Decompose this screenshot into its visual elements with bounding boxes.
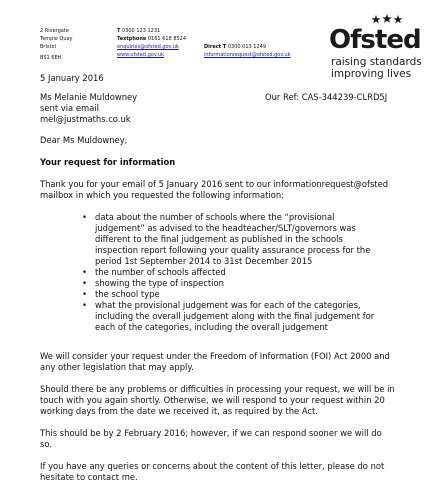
list-item-line: showing the type of inspection <box>95 278 224 288</box>
paragraph-line: any other legislation that may apply. <box>40 362 194 372</box>
bullet-icon: • <box>82 300 87 310</box>
recipient-name: Ms Melanie Muldowney <box>40 92 138 102</box>
direct-email-link[interactable]: informationrequest@ofsted.gov.uk <box>204 52 291 58</box>
paragraph-line: so. <box>40 439 53 449</box>
enquiries-email-link[interactable]: enquiries@ofsted.gov.uk <box>117 44 179 50</box>
paragraph-line: If you have any queries or concerns about the content of this letter, please do not <box>40 461 385 471</box>
request-list <box>82 212 375 333</box>
list-item-line: the number of schools affected <box>95 267 226 277</box>
paragraph-line: We will consider your request under the Freedom of Information (FOI) Act 2000 and <box>40 351 390 361</box>
paragraph-line: mailbox in which you requested the following information: <box>40 190 284 200</box>
paragraph-line: hesitate to contact me. <box>40 472 138 482</box>
list-item <box>82 289 374 300</box>
bullet-icon: • <box>82 278 87 288</box>
list-item-line: each of the categories, including the overall judgement <box>95 322 328 332</box>
paragraph-line: Thank you for your email of 5 January 2016 sent to our informationrequest@ofsted <box>40 179 389 189</box>
list-item-line: what the provisional judgement was for each of the categories, <box>95 300 361 310</box>
list-item <box>82 212 374 267</box>
ofsted-logo <box>329 14 422 84</box>
list-item <box>82 267 374 278</box>
address-line: BS1 6EH <box>40 55 62 61</box>
bullet-icon: • <box>82 289 87 299</box>
recipient-line: sent via email <box>40 103 99 113</box>
address-line: Temple Quay <box>40 36 73 42</box>
paragraph-line: This should be by 2 February 2016; however, if we can respond sooner we will do <box>40 428 382 438</box>
bullet-icon: • <box>82 267 87 277</box>
list-item-line: including the overall judgement along with the final judgement for <box>95 311 375 321</box>
direct-number: 0300 013 1249 <box>227 44 266 50</box>
sender-address <box>40 27 73 62</box>
paragraph-line: Should there be any problems or difficulties in processing your request, we will be in <box>40 384 395 394</box>
our-reference: Our Ref: CAS-344239-CLRD5J <box>265 92 388 102</box>
list-item-line: different to the final judgement as published in the schools <box>95 234 343 244</box>
t-number: 0300 123 1231 <box>122 28 161 34</box>
contact-block <box>117 27 186 59</box>
textphone-number: 0161 618 8524 <box>147 36 187 42</box>
paragraph-line: working days from the date we received it, as required by the Act. <box>40 406 318 416</box>
recipient-email: mel@justmaths.co.uk <box>40 114 131 124</box>
letter-subject: Your request for information <box>40 157 176 167</box>
list-item-line: period 1st September 2014 to 31st December 2015 <box>95 256 313 266</box>
textphone-label: Textphone <box>117 36 147 42</box>
logo-tagline: raising standards <box>331 56 422 68</box>
t-label: T <box>117 28 121 34</box>
paragraph-line: touch with you again shortly. Otherwise, we will respond to your request within 20 <box>40 395 385 405</box>
address-line: Bristol <box>40 44 56 50</box>
letter-date: 5 January 2016 <box>40 73 104 83</box>
bullet-icon: • <box>82 212 87 222</box>
direct-contact-block <box>204 43 291 59</box>
website-link[interactable]: www.ofsted.gov.uk <box>117 52 165 58</box>
list-item-line: judgement” as advised to the headteacher/SLT/governors was <box>95 223 356 233</box>
list-item <box>82 300 375 333</box>
address-line: 2 Rivergate <box>40 28 69 34</box>
logo-tagline: improving lives <box>331 68 412 80</box>
direct-label: Direct T <box>204 44 227 50</box>
list-item-line: inspection report following your quality assurance process for the <box>95 245 371 255</box>
salutation: Dear Ms Muldowney, <box>40 135 128 145</box>
logo-wordmark: Ofsted <box>329 25 421 55</box>
list-item <box>82 278 374 289</box>
list-item-line: the school type <box>95 289 160 299</box>
list-item-line: data about the number of schools where the “provisional <box>95 212 335 222</box>
